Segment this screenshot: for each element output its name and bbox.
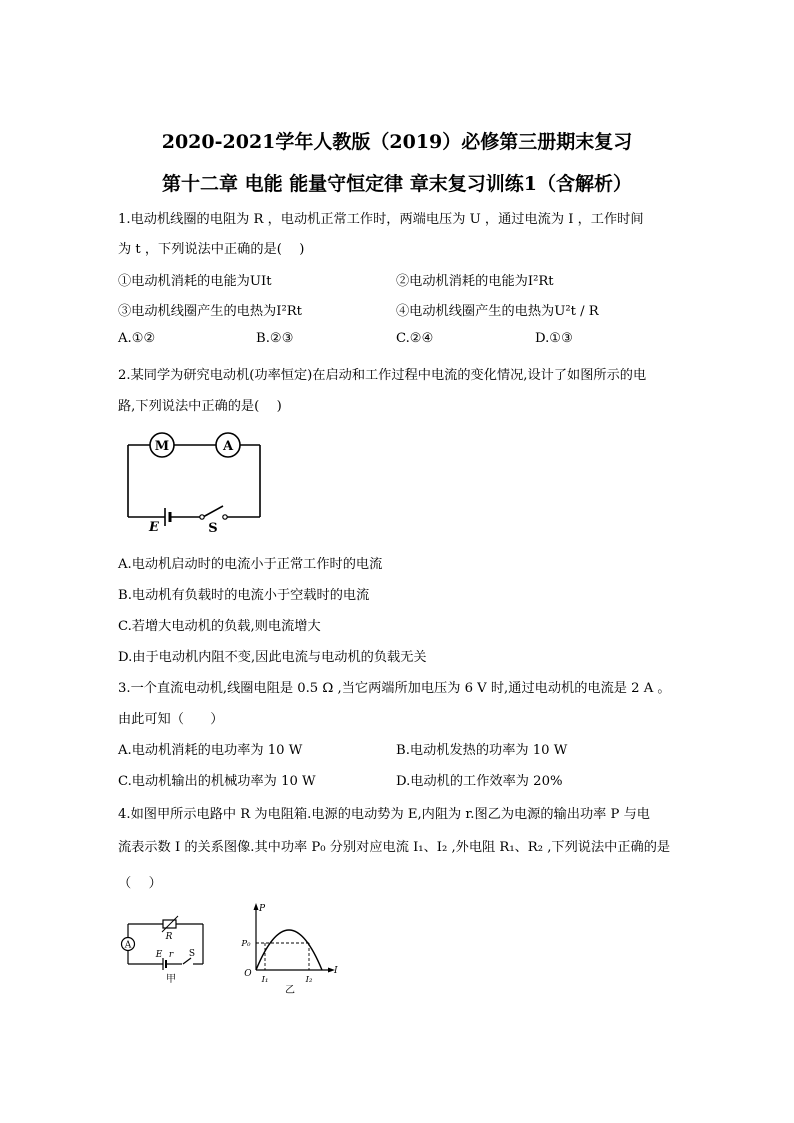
ammeter-label: A <box>222 439 234 454</box>
i1-label: I₁ <box>261 975 269 985</box>
resistor-label: R <box>165 932 173 942</box>
q1-statement-1: ①电动机消耗的电能为UIt <box>118 274 272 289</box>
q4-figure-a-circuit <box>118 912 210 990</box>
q1-statement-2: ②电动机消耗的电能为I²Rt <box>396 274 554 289</box>
q1-stem-line1: 1.电动机线圈的电阻为 R ，电动机正常工作时，两端电压为 U ，通过电流为 I ，工作时间 <box>118 212 644 227</box>
q1-stem-line2: 为 t ，下列说法中正确的是( ) <box>118 242 305 257</box>
switch-pivot <box>200 515 204 519</box>
q2-circuit-diagram <box>118 428 268 536</box>
y-axis-label: P <box>259 904 266 914</box>
figure-a-caption: 甲 <box>166 974 176 985</box>
q1-option-c: C.②④ <box>396 331 434 346</box>
switch-label: S <box>208 521 218 536</box>
switch-contact <box>223 515 227 519</box>
internal-resistance-label: r <box>168 950 174 960</box>
motor-label: M <box>154 439 170 454</box>
emf-label: E <box>155 950 163 960</box>
q3-option-c: C.电动机输出的机械功率为 10 W <box>118 774 316 789</box>
figure-b-caption: 乙 <box>285 985 295 994</box>
q3-stem-line1: 3.一个直流电动机,线圈电阻是 0.5 Ω ,当它两端所加电压为 6 V 时,通过电动机的电流是 2 A 。 <box>118 681 671 696</box>
q1-option-b: B.②③ <box>256 331 294 346</box>
q3-option-b: B.电动机发热的功率为 10 W <box>396 743 568 758</box>
q2-stem-line2: 路,下列说法中正确的是( ) <box>118 399 282 414</box>
x-axis-label: I <box>334 966 338 976</box>
q2-option-d: D.由于电动机内阻不变,因此电流与电动机的负载无关 <box>118 650 427 665</box>
q1-option-d: D.①③ <box>535 331 573 346</box>
q1-option-a: A.①② <box>118 331 156 346</box>
emf-label: E <box>149 520 159 535</box>
q4-stem-line2: 流表示数 I 的关系图像.其中功率 P₀ 分别对应电流 I₁、I₂ ,外电阻 R₁、R₂ ,下列说法中正确的是 <box>118 840 671 855</box>
origin-label: O <box>244 969 252 979</box>
q4-stem-line3: （ ） <box>118 876 162 891</box>
power-curve <box>256 930 322 970</box>
q2-option-b: B.电动机有负载时的电流小于空载时的电流 <box>118 588 370 603</box>
q4-figure-b-power-graph <box>234 898 346 994</box>
q1-statement-3: ③电动机线圈产生的电热为I²Rt <box>118 304 302 319</box>
document-subtitle: 第十二章 电能 能量守恒定律 章末复习训练1（含解析） <box>161 173 633 195</box>
q3-option-d: D.电动机的工作效率为 20% <box>396 774 563 789</box>
i2-label: I₂ <box>305 975 313 985</box>
q2-option-c: C.若增大电动机的负载,则电流增大 <box>118 619 321 634</box>
q4-stem-line1: 4.如图甲所示电路中 R 为电阻箱.电源的电动势为 E,内阻为 r.图乙为电源的输出功率 P 与电 <box>118 807 650 822</box>
y-axis-arrow <box>254 903 259 910</box>
q2-option-a: A.电动机启动时的电流小于正常工作时的电流 <box>118 557 383 572</box>
document-title: 2020-2021学年人教版（2019）必修第三册期末复习 <box>161 131 633 153</box>
q3-stem-line2: 由此可知（ ） <box>118 712 224 727</box>
q2-stem-line1: 2.某同学为研究电动机(功率恒定)在启动和工作过程中电流的变化情况,设计了如图所示的电 <box>118 368 647 383</box>
switch-label: S <box>188 949 196 959</box>
q3-option-a: A.电动机消耗的电功率为 10 W <box>118 743 303 758</box>
ammeter-label: A <box>124 940 132 951</box>
p0-label: P₀ <box>241 939 251 949</box>
q1-statement-4: ④电动机线圈产生的电热为U²t / R <box>396 304 599 319</box>
